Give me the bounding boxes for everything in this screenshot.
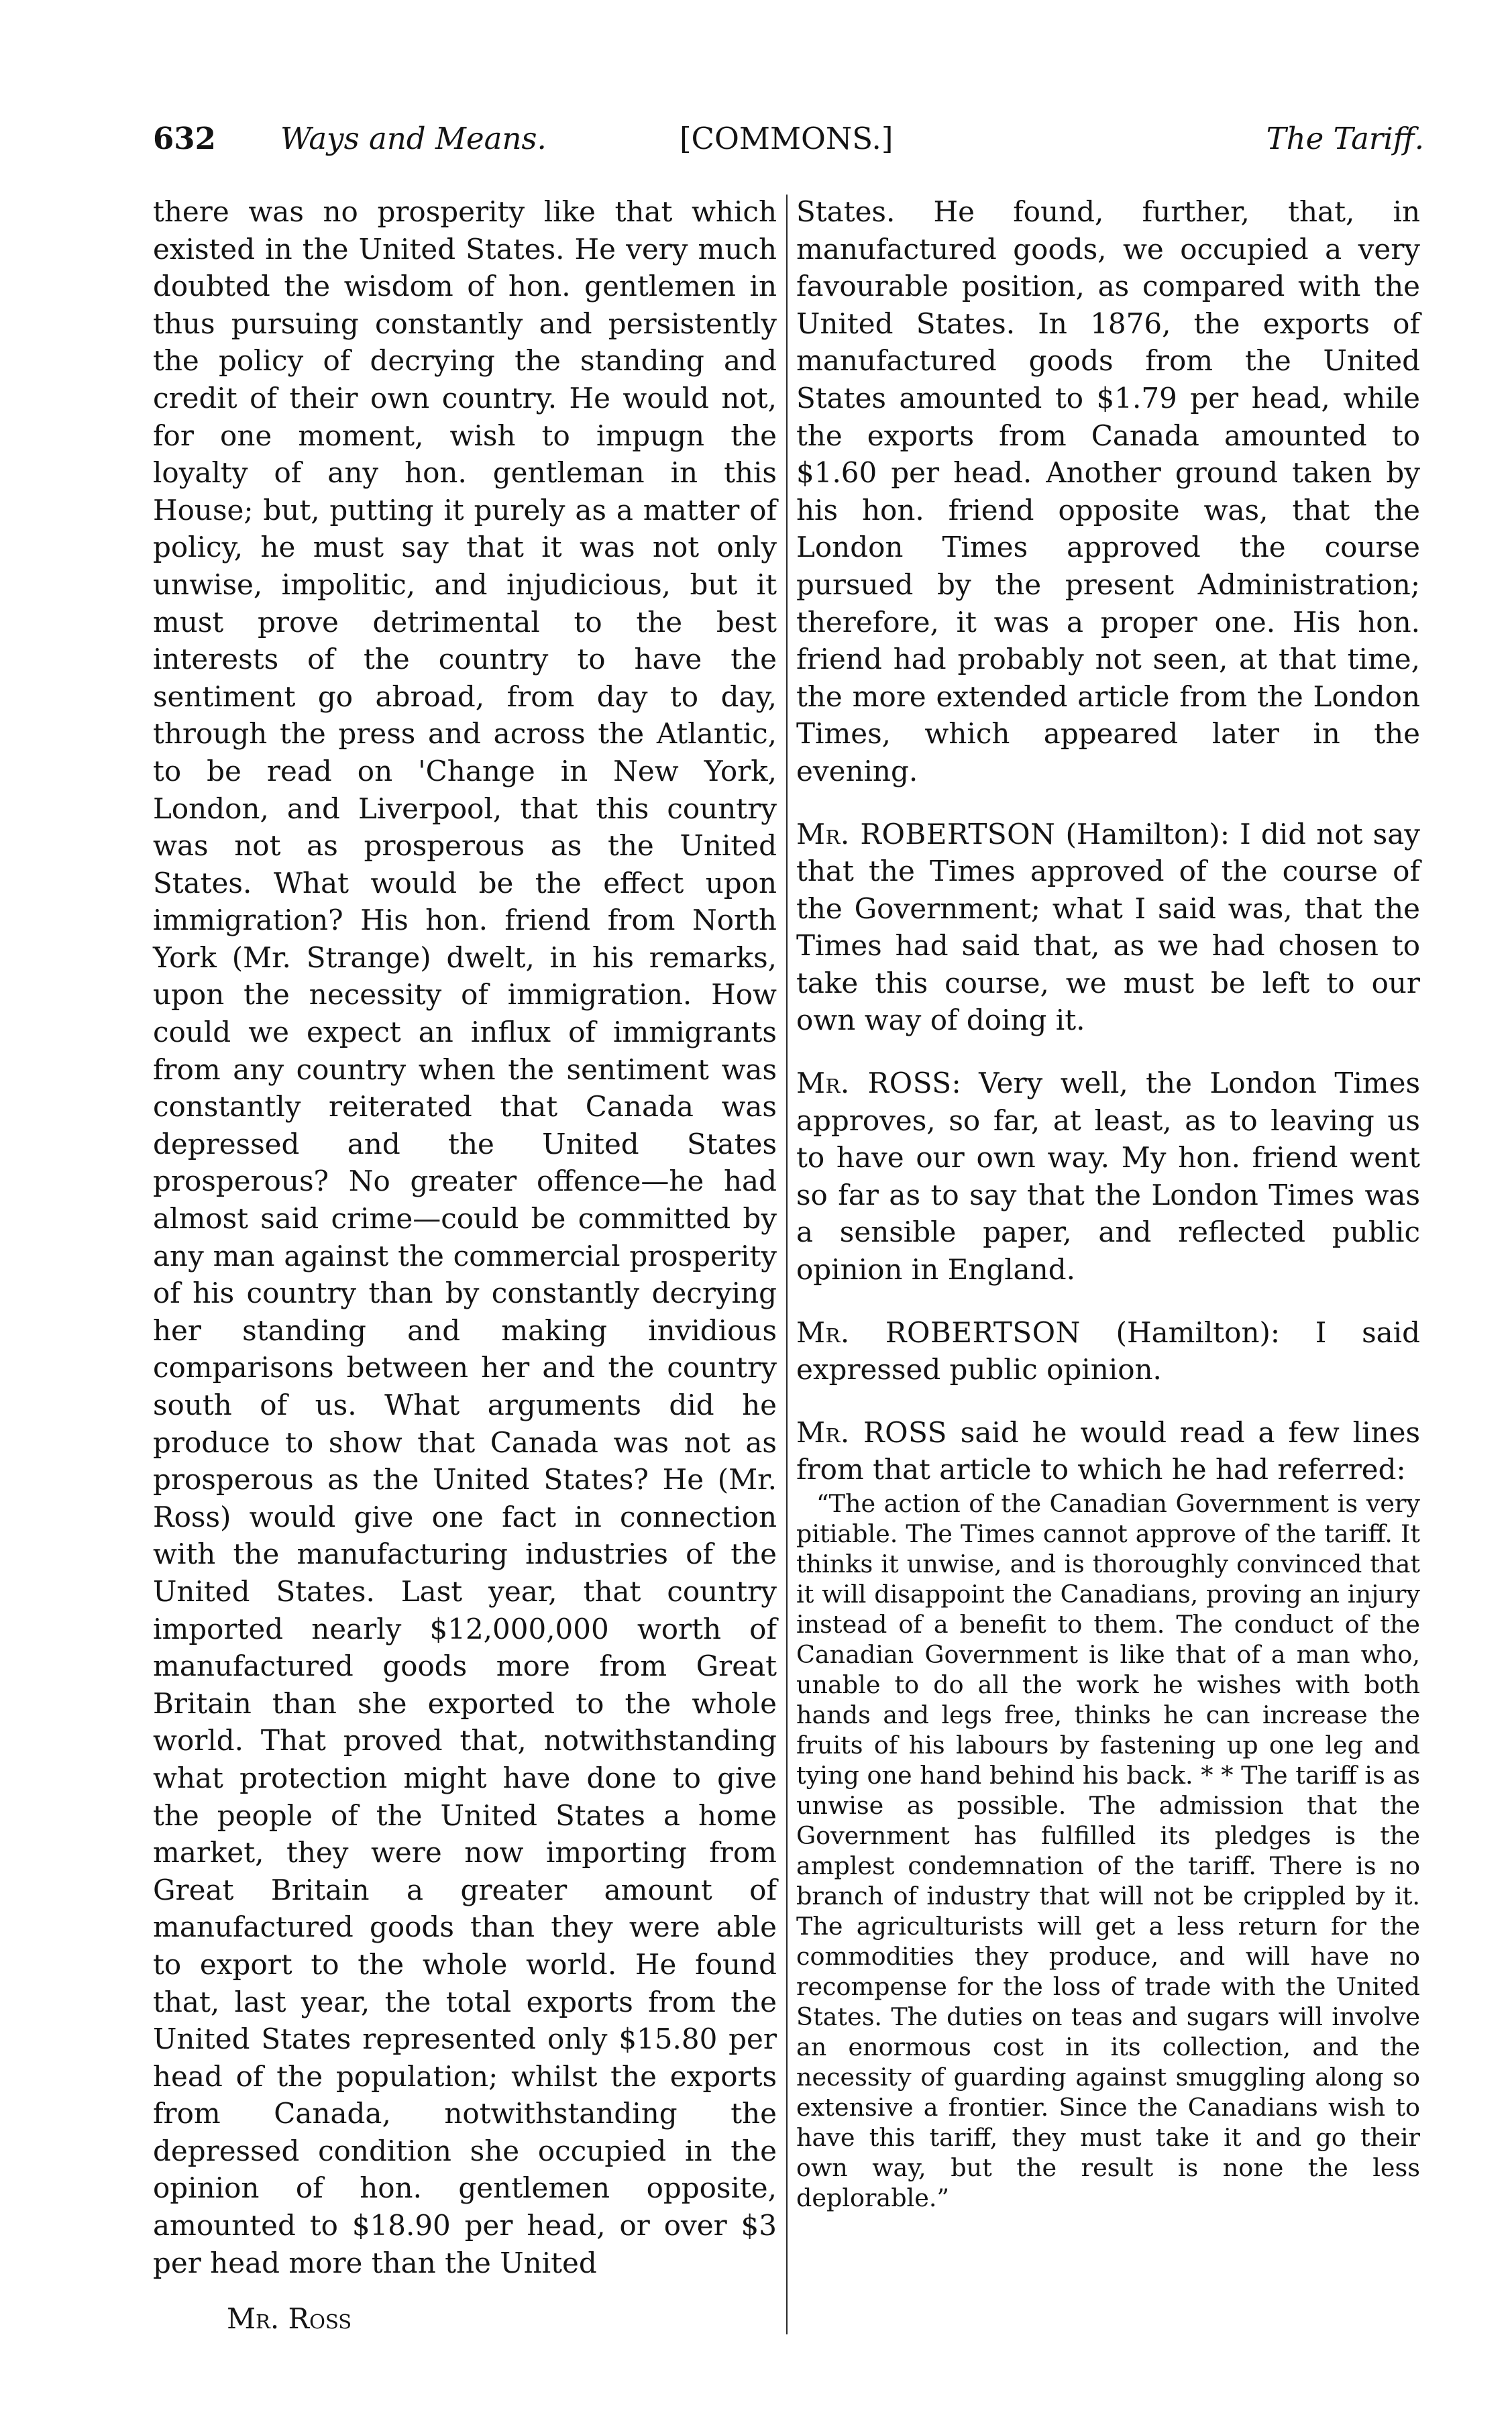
running-title-left: Ways and Means.: [280, 121, 547, 156]
page-header: [153, 121, 1424, 168]
speaker-name: Mr. ROBERTSON: [796, 817, 1056, 851]
speech-text: (Hamilton): I said expressed public opinion.: [796, 1315, 1420, 1387]
speech-robertson-1: [796, 816, 1420, 1040]
speech-text: said he would read a few lines from that article to which he had referred:: [796, 1415, 1420, 1486]
speaker-name: Mr. ROSS: [796, 1415, 947, 1449]
column-divider: [786, 195, 788, 2334]
speech-robertson-2: [796, 1314, 1420, 1389]
left-column: [153, 193, 777, 2281]
speech-ross-2: [796, 1414, 1420, 1489]
speaker-name: Mr. ROSS: [796, 1067, 952, 1100]
speech-ross-1: [796, 1065, 1420, 1289]
catchword: Mr. Ross: [227, 2302, 352, 2335]
speaker-name: Mr. ROBERTSON: [796, 1315, 1081, 1349]
speech-text: (Hamilton): I did not say that the Times approved of the course of the Government; what I said was, that the Times had said that, as we had chosen to take this course, we must be left to our own way of doing it.: [796, 817, 1420, 1037]
times-quotation: “The action of the Canadian Government is very pitiable. The Times cannot approve of the tariff. It thinks it unwise, and is thoroughly convinced that it will disappoint the Canadians, proving an injury instead of a benefit to them. The conduct of the Canadian Government is like that of a man who, unable to do all the work he wishes with both hands and legs free, thinks he can increase the fruits of his labours by fastening up one leg and tying one hand behind his back. * * The tariff is as unwise as possible. The admission that the Government has fulfilled its pledges is the amplest condemnation of the tariff. There is no branch of industry that will not be crippled by it. The agriculturists will get a less return for the commodities they produce, and will have no recompense for the loss of trade with the United States. The duties on teas and sugars will involve an enormous cost in its collection, and the necessity of guarding against smuggling along so extensive a frontier. Since the Canadians wish to have this tariff, they must take it and go their own way, but the result is none the less deplorable.”: [796, 1489, 1420, 2212]
running-title-center: [COMMONS.]: [680, 121, 894, 156]
left-column-paragraph: there was no prosperity like that which existed in the United States. He very much doubted the wisdom of hon. gentlemen in thus pursuing constantly and persistently the policy of decrying the standing and credit of their own country. He would not, for one moment, wish to impugn the loyalty of any hon. gentleman in this House; but, putting it purely as a matter of policy, he must say that it was not only unwise, impolitic, and injudicious, but it must prove detrimental to the best interests of the country to have the sentiment go abroad, from day to day, through the press and across the Atlantic, to be read on 'Change in New York, London, and Liverpool, that this country was not as prosperous as the United States. What would be the effect upon immigration? His hon. friend from North York (Mr. Strange) dwelt, in his remarks, upon the necessity of immigration. How could we expect an influx of immigrants from any country when the sentiment was constantly reiterated that Canada was depressed and the United States prosperous? No greater offence—he had almost said crime—could be committed by any man against the commercial prosperity of his country than by constantly decrying her standing and making invidious comparisons between her and the country south of us. What arguments did he produce to show that Canada was not as prosperous as the United States? He (Mr. Ross) would give one fact in connection with the manufacturing industries of the United States. Last year, that country imported nearly $12,000,000 worth of manufactured goods more from Great Britain than she exported to the whole world. That proved that, notwithstanding what protection might have done to give the people of the United States a home market, they were now importing from Great Britain a greater amount of manufactured goods than they were able to export to the whole world. He found that, last year, the total exports from the United States represented only $15.80 per head of the population; whilst the exports from Canada, notwithstanding the depressed condition she occupied in the opinion of hon. gentlemen opposite, amounted to $18.90 per head, or over $3 per head more than the United: [153, 195, 777, 2279]
right-column: [796, 193, 1420, 2213]
continuation-paragraph: States. He found, further, that, in manufactured goods, we occupied a very favourable position, as compared with the United States. In 1876, the exports of manufactured goods from the United States amounted to $1.79 per head, while the exports from Canada amounted to $1.60 per head. Another ground taken by his hon. friend opposite was, that the London Times approved the course pursued by the present Administration; therefore, it was a proper one. His hon. friend had probably not seen, at that time, the more extended article from the London Times, which appeared later in the evening.: [796, 195, 1420, 788]
running-title-right: The Tariff.: [1266, 121, 1424, 156]
speech-text: : Very well, the London Times approves, so far, at least, as to leaving us to have our own way. My hon. friend went so far as to say that the London Times was a sensible paper, and reflected public opinion in England.: [796, 1067, 1420, 1287]
page-number: 632: [153, 121, 216, 156]
